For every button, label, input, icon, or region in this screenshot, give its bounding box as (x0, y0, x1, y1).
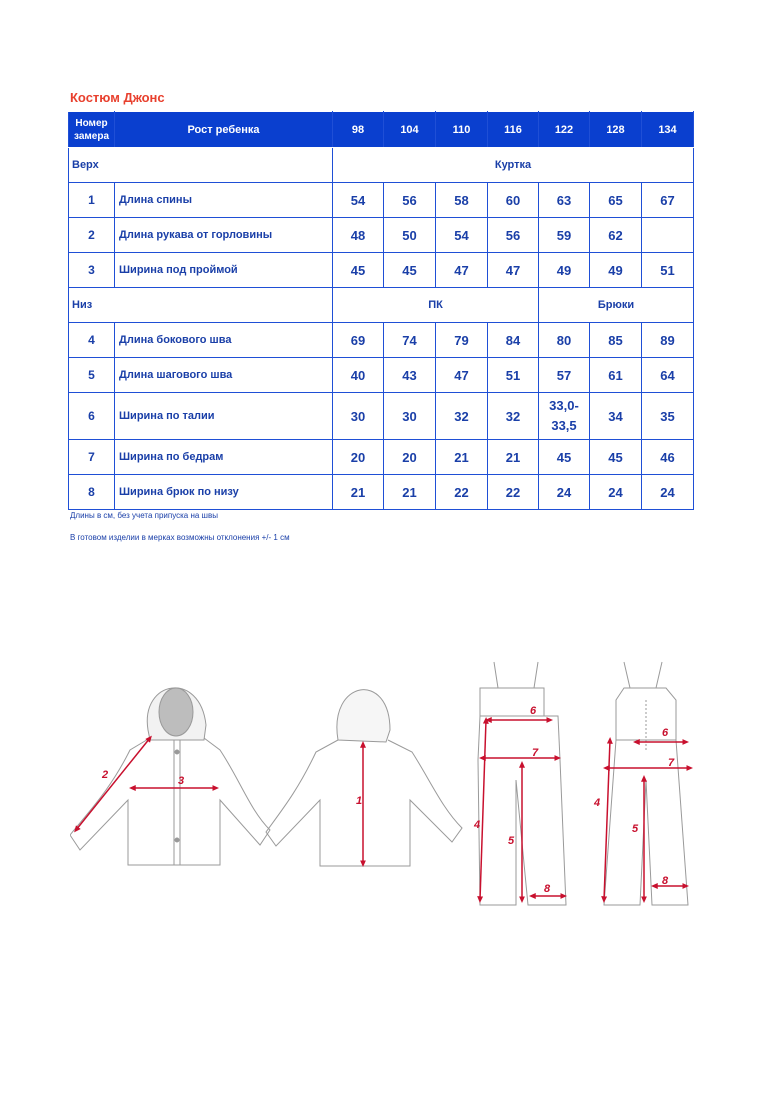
cell: 79 (436, 323, 488, 358)
row-label: Ширина под проймой (115, 253, 333, 288)
table-row (69, 440, 694, 475)
cell: 22 (436, 475, 488, 510)
cell: 40 (333, 358, 384, 393)
cell: 74 (384, 323, 436, 358)
label-2: 2 (102, 769, 109, 781)
label-8: 8 (544, 883, 551, 895)
cell: 56 (488, 218, 539, 253)
cell: 54 (436, 218, 488, 253)
row-number: 7 (69, 440, 115, 475)
cell: 20 (333, 440, 384, 475)
cell: 59 (539, 218, 590, 253)
bib-pants-back-diagram (596, 660, 716, 910)
table-row (69, 183, 694, 218)
header-size: 116 (488, 112, 539, 148)
cell: 65 (590, 183, 642, 218)
table-row (69, 253, 694, 288)
row-number: 2 (69, 218, 115, 253)
table-row (69, 393, 694, 440)
section-row-bottom (69, 288, 694, 323)
bib-pants-back-drawing (604, 662, 688, 905)
cell: 45 (590, 440, 642, 475)
row-label: Ширина по талии (115, 393, 333, 440)
cell: 63 (539, 183, 590, 218)
cell: 48 (333, 218, 384, 253)
cell: 51 (642, 253, 694, 288)
cell: 21 (436, 440, 488, 475)
cell: 49 (590, 253, 642, 288)
section-label: Верх (69, 148, 333, 183)
header-child-height: Рост ребенка (115, 112, 333, 148)
cell: 51 (488, 358, 539, 393)
label-5: 5 (508, 835, 515, 847)
label-8b: 8 (662, 875, 669, 887)
cell: 22 (488, 475, 539, 510)
table-row (69, 218, 694, 253)
label-3: 3 (178, 775, 185, 787)
row-number: 5 (69, 358, 115, 393)
size-table (68, 111, 694, 510)
cell: 45 (384, 253, 436, 288)
label-4: 4 (474, 819, 481, 831)
cell: 20 (384, 440, 436, 475)
note-tolerance: В готовом изделии в мерках возможны отклонения +/- 1 см (70, 533, 290, 542)
group-label: Куртка (333, 148, 694, 183)
cell: 80 (539, 323, 590, 358)
cell: 84 (488, 323, 539, 358)
header-measure-number: Номер замера (69, 112, 115, 148)
cell: 85 (590, 323, 642, 358)
cell: 54 (333, 183, 384, 218)
cell: 30 (384, 393, 436, 440)
cell: 46 (642, 440, 694, 475)
cell: 58 (436, 183, 488, 218)
cell: 50 (384, 218, 436, 253)
cell (642, 218, 694, 253)
header-size: 110 (436, 112, 488, 148)
row-label: Длина спины (115, 183, 333, 218)
cell: 33,0- 33,5 (539, 393, 590, 440)
cell: 89 (642, 323, 694, 358)
header-size: 104 (384, 112, 436, 148)
cell: 67 (642, 183, 694, 218)
cell: 43 (384, 358, 436, 393)
cell: 21 (333, 475, 384, 510)
header-size: 134 (642, 112, 694, 148)
row-number: 8 (69, 475, 115, 510)
cell: 61 (590, 358, 642, 393)
row-number: 1 (69, 183, 115, 218)
cell: 57 (539, 358, 590, 393)
group-label: Брюки (539, 288, 694, 323)
header-size: 122 (539, 112, 590, 148)
row-label: Ширина по бедрам (115, 440, 333, 475)
cell: 30 (333, 393, 384, 440)
row-number: 6 (69, 393, 115, 440)
cell: 32 (436, 393, 488, 440)
cell: 64 (642, 358, 694, 393)
row-label: Длина бокового шва (115, 323, 333, 358)
page-title: Костюм Джонс (70, 90, 165, 105)
cell: 21 (384, 475, 436, 510)
cell: 35 (642, 393, 694, 440)
section-label: Низ (69, 288, 333, 323)
row-label: Длина рукава от горловины (115, 218, 333, 253)
label-7b: 7 (668, 757, 675, 769)
header-size: 98 (333, 112, 384, 148)
cell: 62 (590, 218, 642, 253)
row-label: Длина шагового шва (115, 358, 333, 393)
cell: 47 (436, 253, 488, 288)
cell: 60 (488, 183, 539, 218)
jacket-front-measures (76, 738, 216, 830)
table-row (69, 358, 694, 393)
cell: 56 (384, 183, 436, 218)
label-7: 7 (532, 747, 539, 759)
bib-pants-measures (480, 720, 564, 900)
label-4b: 4 (594, 797, 601, 809)
label-1: 1 (356, 795, 363, 807)
cell: 49 (539, 253, 590, 288)
cell: 45 (539, 440, 590, 475)
cell: 47 (488, 253, 539, 288)
row-number: 3 (69, 253, 115, 288)
cell: 24 (642, 475, 694, 510)
note-units: Длины в см, без учета припуска на швы (70, 511, 218, 520)
cell: 34 (590, 393, 642, 440)
header-size: 128 (590, 112, 642, 148)
jacket-front-drawing (70, 688, 270, 865)
header-row (69, 112, 694, 148)
section-row-top (69, 148, 694, 183)
row-number: 4 (69, 323, 115, 358)
cell: 24 (539, 475, 590, 510)
label-6: 6 (530, 705, 537, 717)
table-row (69, 323, 694, 358)
cell: 69 (333, 323, 384, 358)
cell: 47 (436, 358, 488, 393)
cell: 21 (488, 440, 539, 475)
label-6b: 6 (662, 727, 669, 739)
jacket-back-drawing (266, 690, 462, 866)
bib-pants-back-measures (604, 740, 690, 900)
label-5b: 5 (632, 823, 639, 835)
row-label: Ширина брюк по низу (115, 475, 333, 510)
group-label: ПК (333, 288, 539, 323)
cell: 24 (590, 475, 642, 510)
cell: 32 (488, 393, 539, 440)
table-row (69, 475, 694, 510)
cell: 45 (333, 253, 384, 288)
measurement-diagram (70, 660, 640, 910)
